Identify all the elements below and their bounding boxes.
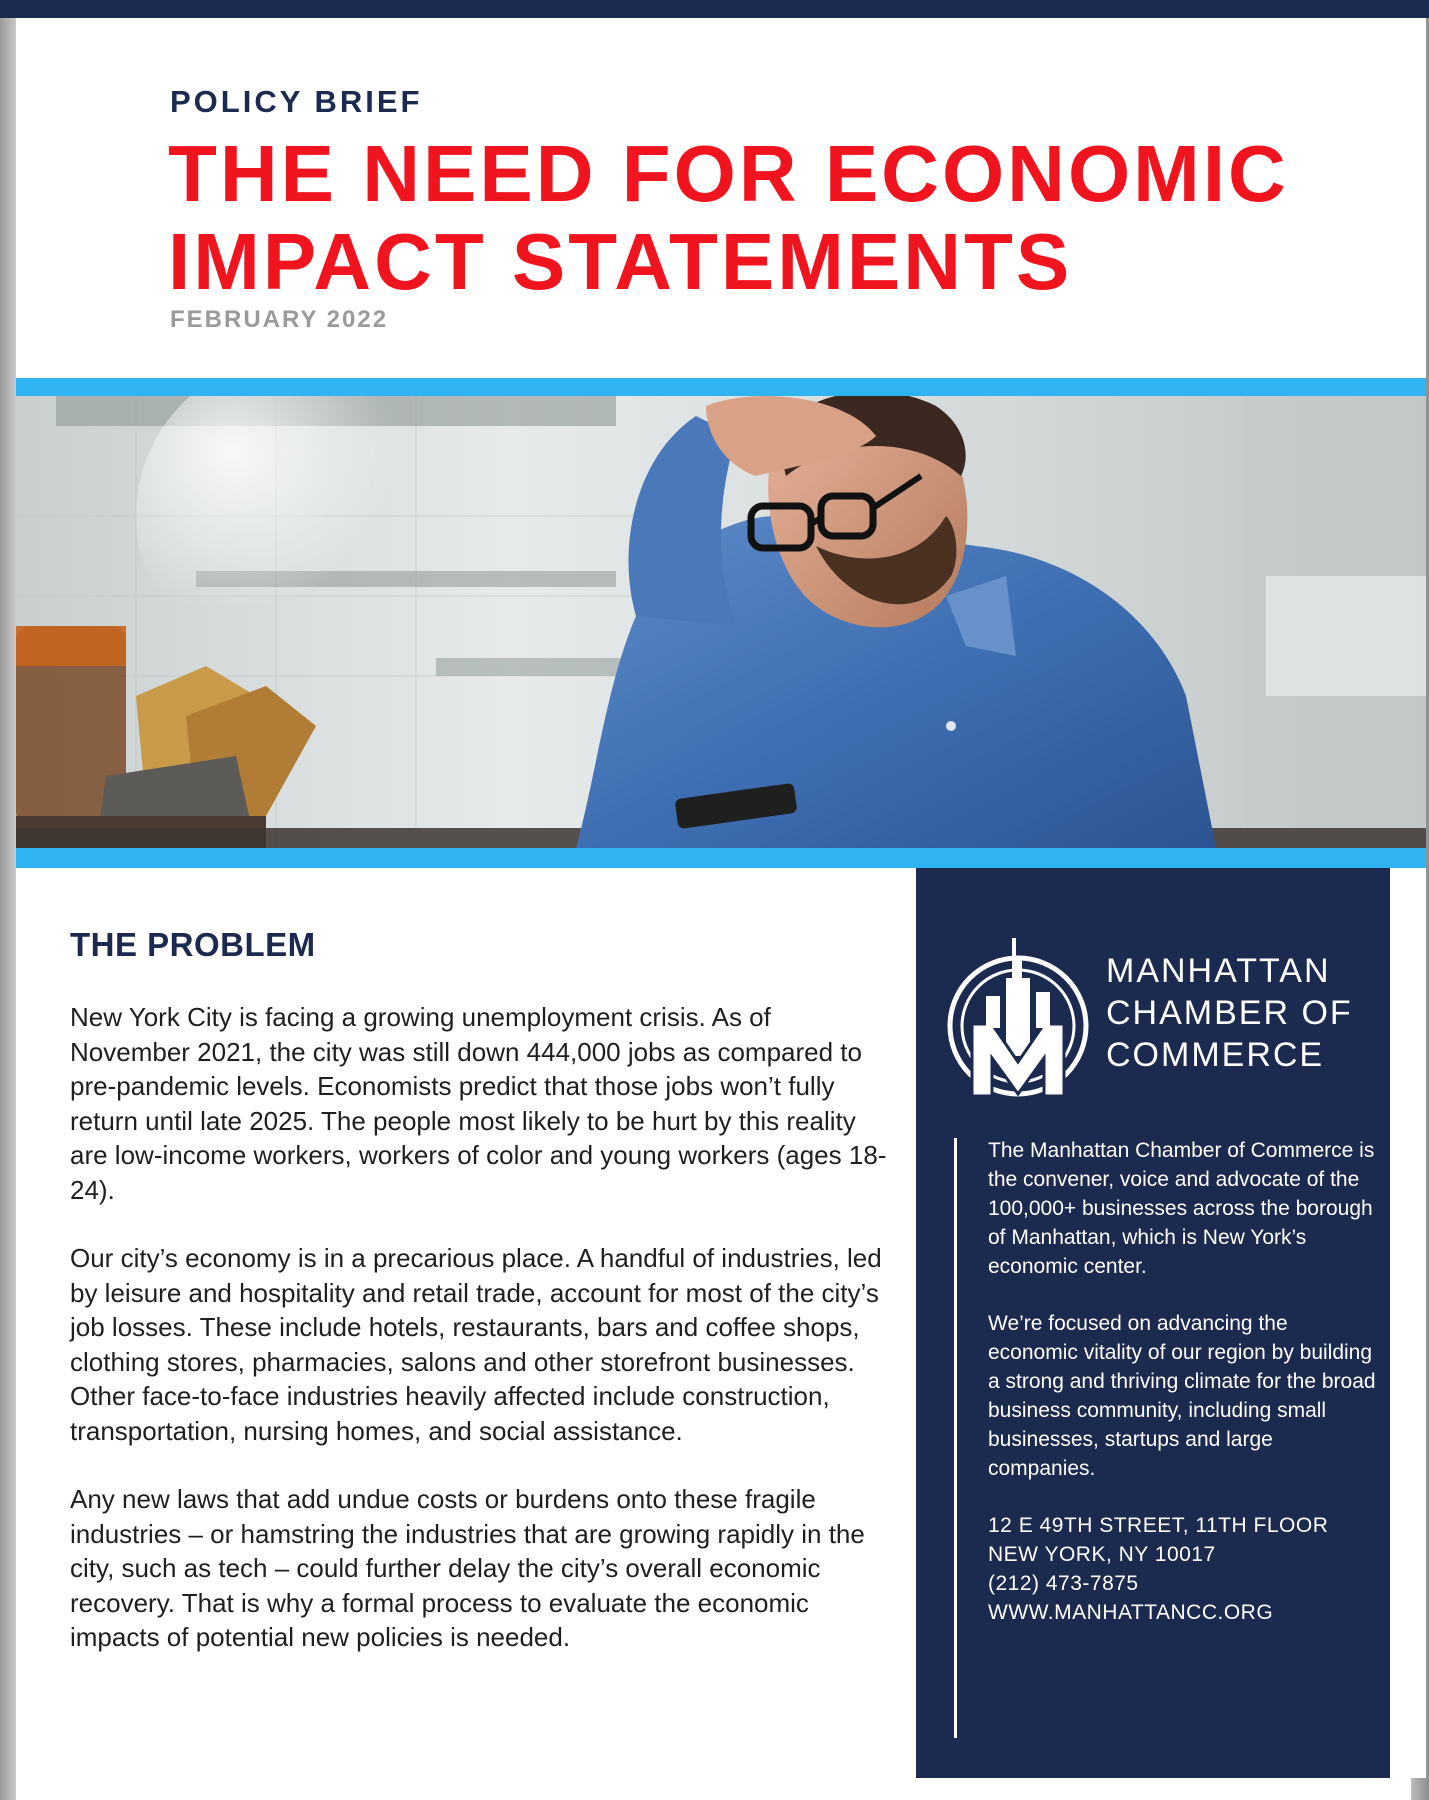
about-paragraph: The Manhattan Chamber of Commerce is the convener, voice and advocate of the 100,000+ businesses across the borough of Manhattan, which is New York’s economic center. <box>988 1139 1375 1278</box>
top-navy-bar <box>0 0 1429 18</box>
problem-paragraph-2: Our city’s economy is in a precarious place. A handful of industries, led by leisure and hospitality and retail trade, account for most of the city’s job losses. These include hotels, restaurants, bars and coffee shops, clothing stores, pharmacies, salons and other storefront businesses. Other face-to-face industries heavily affected include construction, transportation, nursing homes, and social assistance. <box>70 1243 882 1446</box>
section-heading: THE PROBLEM <box>70 926 316 963</box>
policy-brief-sheet <box>16 18 1426 1778</box>
eyebrow-label: POLICY BRIEF <box>170 84 423 119</box>
logo-line-3: COMMERCE <box>1106 1036 1325 1074</box>
photo-icon <box>16 396 1426 848</box>
logo-line-2: CHAMBER OF <box>1106 994 1353 1032</box>
publication-date: FEBRUARY 2022 <box>170 306 389 333</box>
chamber-sidebar <box>916 868 1390 1778</box>
chamber-logo <box>946 936 1370 1106</box>
hero-bottom-stripe <box>16 848 1426 868</box>
hero-top-stripe <box>16 378 1426 396</box>
problem-paragraph-1: New York City is facing a growing unemployment crisis. As of November 2021, the city was still down 444,000 jobs as compared to pre-pandemic levels. Economists predict that those jobs won’t fully return until late 2025. The people most likely to be hurt by this reality are low-income workers, workers of color and young workers (ages 18-24). <box>70 1002 887 1205</box>
phone-number: (212) 473-7875 <box>988 1572 1139 1595</box>
sidebar-text <box>988 1136 1378 1627</box>
title-line-1: THE NEED FOR ECONOMIC <box>168 129 1289 218</box>
problem-section <box>70 926 890 1655</box>
title-line-2: IMPACT STATEMENTS <box>168 217 1073 306</box>
address-line-2: NEW YORK, NY 10017 <box>988 1543 1216 1566</box>
hero-photo <box>16 396 1426 848</box>
chamber-logo-wordmark <box>1106 950 1376 1076</box>
website-link[interactable]: WWW.MANHATTANCC.ORG <box>988 1601 1274 1624</box>
focus-paragraph: We’re focused on advancing the economic vitality of our region by building a strong and thriving climate for the broad business community, including small businesses, startups and large companies. <box>988 1312 1376 1480</box>
document-title <box>168 130 1368 306</box>
problem-paragraph-3: Any new laws that add undue costs or burdens onto these fragile industries – or hamstring the industries that are growing rapidly in the city, such as tech – could further delay the city’s overall economic recovery. That is why a formal process to evaluate the economic impacts of potential new policies is needed. <box>70 1484 865 1652</box>
logo-line-1: MANHATTAN <box>1106 952 1331 990</box>
sidebar-vertical-rule <box>954 1138 957 1738</box>
contact-block <box>988 1511 1378 1627</box>
address-line-1: 12 E 49TH STREET, 11TH FLOOR <box>988 1514 1329 1537</box>
manhattan-chamber-logo-icon <box>946 936 1106 1106</box>
